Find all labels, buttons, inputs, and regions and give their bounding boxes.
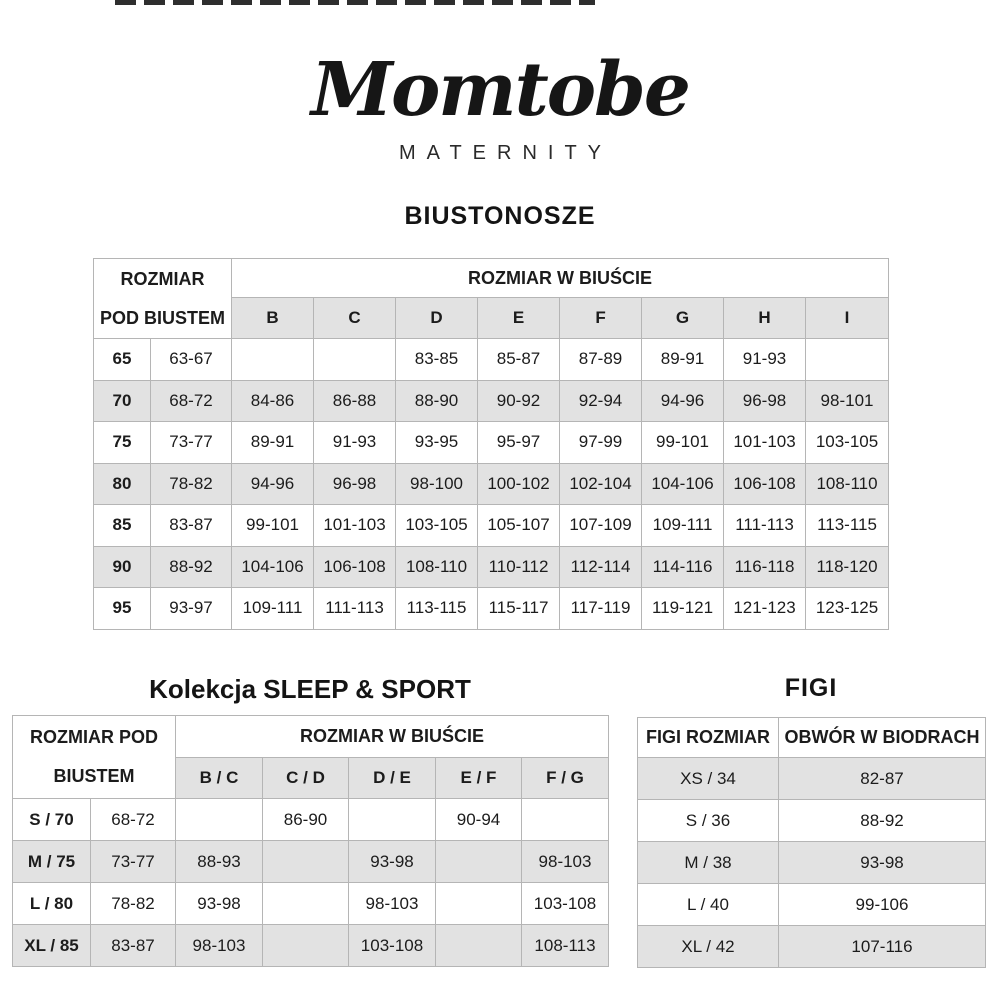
- sleep-band-size: S / 70: [13, 799, 91, 841]
- bras-cup-header: H: [724, 298, 806, 339]
- sleep-cup-header: D / E: [349, 758, 436, 799]
- figi-hips-range: 88-92: [779, 800, 986, 842]
- bras-bust-range-cell: 103-105: [396, 505, 478, 547]
- bras-bust-range-cell: 88-90: [396, 380, 478, 422]
- bras-bust-range-cell: [314, 339, 396, 381]
- bras-band-size: 85: [94, 505, 151, 547]
- bras-band-size: 80: [94, 463, 151, 505]
- bras-cup-header: I: [806, 298, 889, 339]
- sleep-bust-range-cell: [263, 925, 349, 967]
- bras-underbust-header: [94, 259, 232, 339]
- bras-bust-range-cell: 98-100: [396, 463, 478, 505]
- bras-bust-range-cell: 115-117: [478, 588, 560, 630]
- sleep-bust-range-cell: 88-93: [176, 841, 263, 883]
- figi-size: XS / 34: [638, 758, 779, 800]
- table-row: [13, 799, 609, 841]
- bras-bust-range-cell: 89-91: [232, 422, 314, 464]
- bras-bust-range-cell: 109-111: [232, 588, 314, 630]
- sleep-underbust-range: 68-72: [91, 799, 176, 841]
- figi-size: S / 36: [638, 800, 779, 842]
- bras-bust-range-cell: 109-111: [642, 505, 724, 547]
- table-row: [94, 339, 889, 381]
- bras-bust-range-cell: 95-97: [478, 422, 560, 464]
- sleep-bust-range-cell: 98-103: [522, 841, 609, 883]
- table-row: [638, 758, 986, 800]
- sleep-underbust-header-line2: BIUSTEM: [53, 766, 135, 786]
- bras-bust-range-cell: 104-106: [642, 463, 724, 505]
- sleep-sport-size-table: [12, 715, 609, 967]
- bras-band-size: 70: [94, 380, 151, 422]
- bras-bust-range-cell: 100-102: [478, 463, 560, 505]
- sleep-underbust-header-line1: ROZMIAR POD: [30, 727, 158, 747]
- figi-hips-range: 93-98: [779, 842, 986, 884]
- sleep-bust-range-cell: 86-90: [263, 799, 349, 841]
- bras-bust-range-cell: 113-115: [396, 588, 478, 630]
- sleep-underbust-range: 78-82: [91, 883, 176, 925]
- bras-bust-range-cell: 93-95: [396, 422, 478, 464]
- figi-section-title: FIGI: [784, 674, 838, 702]
- bras-bust-range-cell: 84-86: [232, 380, 314, 422]
- sleep-underbust-range: 73-77: [91, 841, 176, 883]
- bras-bust-range-cell: 96-98: [314, 463, 396, 505]
- bras-bust-range-cell: 116-118: [724, 546, 806, 588]
- bras-bust-range-cell: 107-109: [560, 505, 642, 547]
- bras-cup-header: G: [642, 298, 724, 339]
- bras-bust-range-cell: 92-94: [560, 380, 642, 422]
- table-row: [94, 505, 889, 547]
- sleep-bust-range-cell: 98-103: [349, 883, 436, 925]
- bras-bust-group-header: ROZMIAR W BIUŚCIE: [232, 259, 889, 298]
- sleep-bust-range-cell: [349, 799, 436, 841]
- figi-hips-header: OBWÓR W BIODRACH: [779, 718, 986, 758]
- sleep-cup-header: E / F: [436, 758, 522, 799]
- bras-underbust-range: 93-97: [151, 588, 232, 630]
- bras-bust-range-cell: [232, 339, 314, 381]
- bras-underbust-range: 68-72: [151, 380, 232, 422]
- bras-bust-range-cell: 99-101: [642, 422, 724, 464]
- table-row: [94, 463, 889, 505]
- sleep-band-size: XL / 85: [13, 925, 91, 967]
- bras-underbust-header-line2: POD BIUSTEM: [100, 307, 226, 328]
- bras-band-size: 65: [94, 339, 151, 381]
- table-row: [13, 841, 609, 883]
- table-row: [94, 546, 889, 588]
- bras-underbust-range: 88-92: [151, 546, 232, 588]
- bras-bust-range-cell: [806, 339, 889, 381]
- sleep-sport-section-title: Kolekcja SLEEP & SPORT: [149, 674, 471, 704]
- sleep-band-size: M / 75: [13, 841, 91, 883]
- bras-bust-range-cell: 106-108: [724, 463, 806, 505]
- bras-cup-header: C: [314, 298, 396, 339]
- bras-section-title: BIUSTONOSZE: [404, 202, 596, 230]
- sleep-bust-range-cell: 90-94: [436, 799, 522, 841]
- bras-band-size: 95: [94, 588, 151, 630]
- bras-bust-range-cell: 89-91: [642, 339, 724, 381]
- sleep-bust-range-cell: 93-98: [176, 883, 263, 925]
- bras-bust-range-cell: 83-85: [396, 339, 478, 381]
- sleep-underbust-range: 83-87: [91, 925, 176, 967]
- table-row: [94, 380, 889, 422]
- table-row: [638, 800, 986, 842]
- sleep-bust-range-cell: 98-103: [176, 925, 263, 967]
- bras-bust-range-cell: 112-114: [560, 546, 642, 588]
- bras-bust-range-cell: 101-103: [314, 505, 396, 547]
- bras-cup-header: D: [396, 298, 478, 339]
- brand-logo: Momtobe: [311, 47, 689, 133]
- bras-band-size: 90: [94, 546, 151, 588]
- sleep-cup-header: F / G: [522, 758, 609, 799]
- bras-bust-range-cell: 111-113: [314, 588, 396, 630]
- table-row: [638, 842, 986, 884]
- bras-underbust-range: 63-67: [151, 339, 232, 381]
- bras-bust-range-cell: 91-93: [724, 339, 806, 381]
- bras-bust-range-cell: 111-113: [724, 505, 806, 547]
- sleep-bust-range-cell: 93-98: [349, 841, 436, 883]
- bras-bust-range-cell: 117-119: [560, 588, 642, 630]
- bras-bust-range-cell: 91-93: [314, 422, 396, 464]
- bras-underbust-range: 83-87: [151, 505, 232, 547]
- bras-bust-range-cell: 102-104: [560, 463, 642, 505]
- figi-size: M / 38: [638, 842, 779, 884]
- sleep-band-size: L / 80: [13, 883, 91, 925]
- bras-bust-range-cell: 106-108: [314, 546, 396, 588]
- bras-bust-range-cell: 87-89: [560, 339, 642, 381]
- bras-underbust-range: 78-82: [151, 463, 232, 505]
- table-row: [638, 884, 986, 926]
- sleep-bust-range-cell: 108-113: [522, 925, 609, 967]
- bras-bust-range-cell: 99-101: [232, 505, 314, 547]
- figi-hips-range: 99-106: [779, 884, 986, 926]
- sleep-bust-range-cell: 103-108: [349, 925, 436, 967]
- bras-band-size: 75: [94, 422, 151, 464]
- sleep-cup-header: B / C: [176, 758, 263, 799]
- sleep-bust-range-cell: [436, 925, 522, 967]
- bras-bust-range-cell: 123-125: [806, 588, 889, 630]
- brand-subtitle: MATERNITY: [398, 142, 613, 164]
- sleep-cup-header: C / D: [263, 758, 349, 799]
- bras-bust-range-cell: 105-107: [478, 505, 560, 547]
- sleep-bust-range-cell: [436, 841, 522, 883]
- bras-size-table: [93, 258, 889, 630]
- sleep-bust-range-cell: [263, 883, 349, 925]
- bras-bust-range-cell: 85-87: [478, 339, 560, 381]
- sleep-bust-range-cell: 103-108: [522, 883, 609, 925]
- bras-bust-range-cell: 103-105: [806, 422, 889, 464]
- sleep-bust-range-cell: [522, 799, 609, 841]
- bras-cup-header: F: [560, 298, 642, 339]
- bras-underbust-range: 73-77: [151, 422, 232, 464]
- sleep-bust-range-cell: [263, 841, 349, 883]
- bras-bust-range-cell: 118-120: [806, 546, 889, 588]
- bras-bust-range-cell: 104-106: [232, 546, 314, 588]
- bras-bust-range-cell: 86-88: [314, 380, 396, 422]
- bras-cup-header: B: [232, 298, 314, 339]
- figi-size-header: FIGI ROZMIAR: [638, 718, 779, 758]
- figi-size: L / 40: [638, 884, 779, 926]
- bras-bust-range-cell: 90-92: [478, 380, 560, 422]
- table-row: [13, 883, 609, 925]
- bras-underbust-header-line1: ROZMIAR: [120, 268, 205, 289]
- bras-bust-range-cell: 108-110: [806, 463, 889, 505]
- figi-size: XL / 42: [638, 926, 779, 968]
- bras-bust-range-cell: 119-121: [642, 588, 724, 630]
- sleep-bust-group-header: ROZMIAR W BIUŚCIE: [176, 716, 609, 758]
- bras-bust-range-cell: 113-115: [806, 505, 889, 547]
- table-row: [13, 925, 609, 967]
- figi-hips-range: 82-87: [779, 758, 986, 800]
- figi-size-table: [637, 717, 986, 968]
- sleep-underbust-header: [13, 716, 176, 799]
- bras-bust-range-cell: 114-116: [642, 546, 724, 588]
- bras-bust-range-cell: 108-110: [396, 546, 478, 588]
- table-row: [638, 926, 986, 968]
- table-row: [94, 588, 889, 630]
- bras-bust-range-cell: 94-96: [232, 463, 314, 505]
- bras-bust-range-cell: 97-99: [560, 422, 642, 464]
- sleep-bust-range-cell: [176, 799, 263, 841]
- bras-bust-range-cell: 121-123: [724, 588, 806, 630]
- figi-hips-range: 107-116: [779, 926, 986, 968]
- bras-cup-header: E: [478, 298, 560, 339]
- cropped-text-remnant: [115, 0, 595, 5]
- bras-bust-range-cell: 101-103: [724, 422, 806, 464]
- bras-bust-range-cell: 94-96: [642, 380, 724, 422]
- bras-bust-range-cell: 110-112: [478, 546, 560, 588]
- sleep-bust-range-cell: [436, 883, 522, 925]
- table-row: [94, 422, 889, 464]
- bras-bust-range-cell: 96-98: [724, 380, 806, 422]
- bras-bust-range-cell: 98-101: [806, 380, 889, 422]
